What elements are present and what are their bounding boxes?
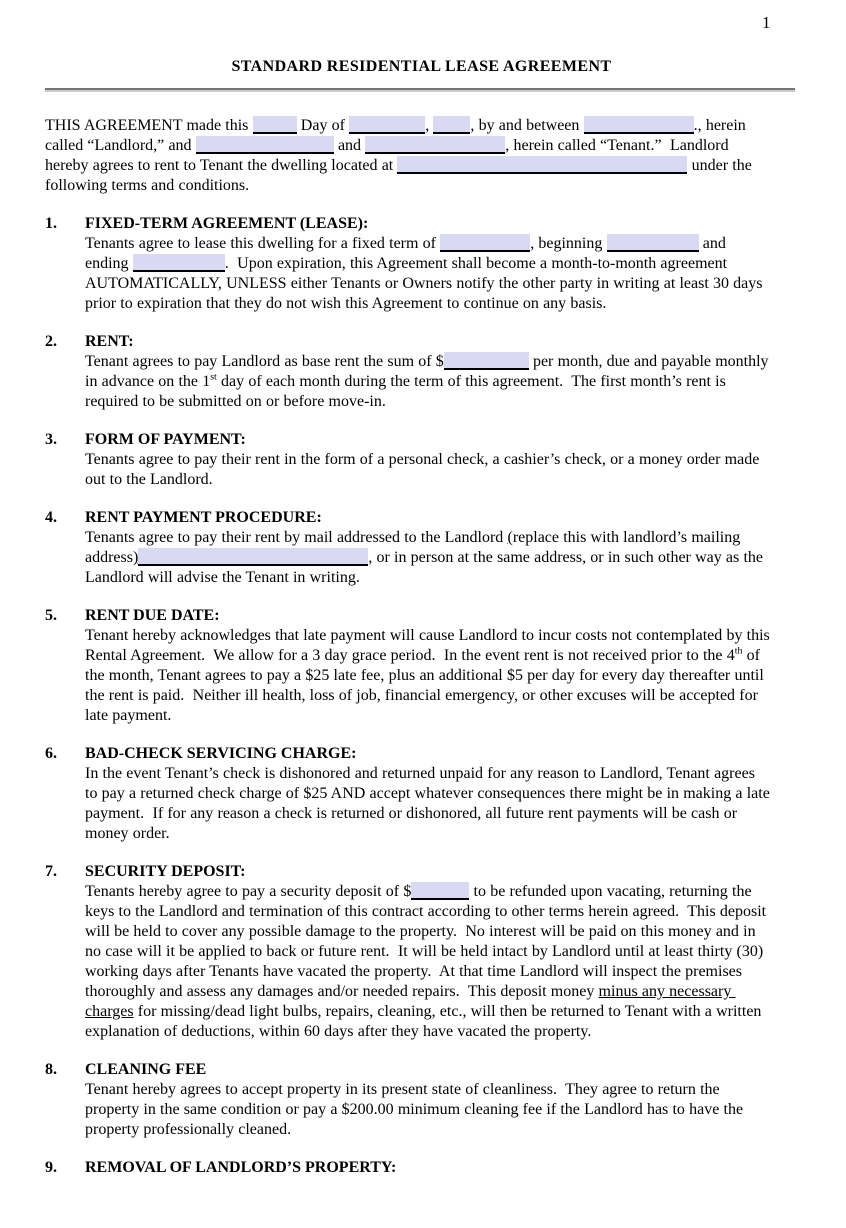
form-field-blank[interactable] <box>365 136 505 154</box>
lease-section <box>45 430 771 490</box>
section-heading: RENT PAYMENT PROCEDURE: <box>85 509 322 526</box>
section-body: Tenant hereby agrees to accept property in its present state of cleanliness. They agree to return the property in the same condition or pay a $200.00 minimum cleaning fee if the Landlord has to have the property professionally cleaned. <box>85 1081 748 1138</box>
section-heading: BAD-CHECK SERVICING CHARGE: <box>85 745 357 762</box>
form-field-blank[interactable] <box>607 234 699 252</box>
form-field-blank[interactable] <box>253 116 297 134</box>
form-field-blank[interactable] <box>444 352 529 370</box>
section-body: Tenants hereby agree to pay a security deposit of $ to be refunded upon vacating, returning the keys to the Landlord and termination of this contract according to other terms herein agreed. This deposit will be held to cover any possible damage to the property. No interest will be paid on this money and in no case will it be applied to back or future rent. It will be held intact by Landlord until at least thirty (30) working days after Tenants have vacated the property. At that time Landlord will inspect the premises thoroughly and assess any damages and/or needed repairs. This deposit money minus any necessary charges for missing/dead light bulbs, repairs, cleaning, etc., will then be returned to Tenant with a written explanation of deductions, within 60 days after they have vacated the property. <box>85 883 771 1040</box>
section-number: 8. <box>45 1061 57 1078</box>
lease-section <box>45 332 771 412</box>
section-body: In the event Tenant’s check is dishonored and returned unpaid for any reason to Landlord, Tenant agrees to pay a returned check charge of $25 AND accept whatever consequences there might be in making a late payment. If for any reason a check is returned or dishonored, all future rent payments will be cash or money order. <box>85 765 775 842</box>
section-body: Tenants agree to lease this dwelling for a fixed term of , beginning and ending . Upon expiration, this Agreement shall become a month-to-month agreement AUTOMATICALLY, UNLESS either Tenants or Owners notify the other party in writing at least 30 days prior to expiration that they do not wish this Agreement to continue on any basis. <box>85 235 767 312</box>
underlined-text: ( <box>507 529 513 546</box>
section-heading: RENT: <box>85 333 134 350</box>
form-field-blank[interactable] <box>138 548 368 566</box>
form-field-blank[interactable] <box>397 156 687 174</box>
section-number: 3. <box>45 431 57 448</box>
lease-section <box>45 862 771 1042</box>
section-heading: SECURITY DEPOSIT: <box>85 863 246 880</box>
section-heading: FIXED-TERM AGREEMENT (LEASE): <box>85 215 369 232</box>
underlined-text: ) <box>132 549 139 566</box>
lease-section <box>45 1158 771 1178</box>
section-number: 1. <box>45 215 57 232</box>
section-number: 5. <box>45 607 57 624</box>
section-number: 6. <box>45 745 57 762</box>
form-field-blank[interactable] <box>440 234 530 252</box>
section-body: Tenants agree to pay their rent by mail addressed to the Landlord (replace this with landlord’s mailing address) , or in person at the same address, or in such other way as the Landlord will advise the Tenant in writing. <box>85 529 768 586</box>
section-number: 9. <box>45 1159 57 1176</box>
lease-section <box>45 1060 771 1140</box>
form-field-blank[interactable] <box>584 116 694 134</box>
ordinal-suffix: st <box>210 371 217 383</box>
form-field-blank[interactable] <box>349 116 425 134</box>
lease-section <box>45 508 771 588</box>
section-heading: RENT DUE DATE: <box>85 607 220 624</box>
form-field-blank[interactable] <box>411 882 469 900</box>
intro-paragraph: THIS AGREEMENT made this Day of , , by and between ., herein called “Landlord,” and and , herein called “Tenant.” Landlord hereby agrees to rent to Tenant the dwelling located at under the following terms and conditions. <box>45 117 757 194</box>
ordinal-suffix: th <box>734 645 743 657</box>
section-body: Tenants agree to pay their rent in the form of a personal check, a cashier’s check, or a money order made out to the Landlord. <box>85 451 764 488</box>
title-divider <box>45 88 795 92</box>
lease-section <box>45 214 771 314</box>
sections <box>45 214 798 1178</box>
document-title: STANDARD RESIDENTIAL LEASE AGREEMENT <box>231 58 612 75</box>
underlined-text: minus any necessary charges <box>85 983 736 1020</box>
form-field-blank[interactable] <box>433 116 470 134</box>
section-number: 4. <box>45 509 57 526</box>
section-heading: REMOVAL OF LANDLORD’S PROPERTY: <box>85 1159 397 1176</box>
section-heading: FORM OF PAYMENT: <box>85 431 246 448</box>
page-number: 1 <box>762 13 771 32</box>
section-body: Tenant agrees to pay Landlord as base rent the sum of $ per month, due and payable monthly in advance on the 1st day of each month during the term of this agreement. The first month’s rent is required to be submitted on or before move-in. <box>85 353 773 410</box>
lease-section <box>45 606 774 726</box>
section-number: 7. <box>45 863 57 880</box>
form-field-blank[interactable] <box>133 254 225 272</box>
section-heading: CLEANING FEE <box>85 1061 207 1078</box>
section-number: 2. <box>45 333 57 350</box>
lease-section <box>45 744 775 844</box>
section-body: Tenant hereby acknowledges that late payment will cause Landlord to incur costs not contemplated by this Rental Agreement. We allow for a 3 day grace period. In the event rent is not received prior to the 4th of the month, Tenant agrees to pay a $25 late fee, plus an additional $5 per day for every day thereafter until the rent is paid. Neither ill health, loss of job, financial emergency, or other excuses will be accepted for late payment. <box>85 627 774 724</box>
form-field-blank[interactable] <box>196 136 334 154</box>
